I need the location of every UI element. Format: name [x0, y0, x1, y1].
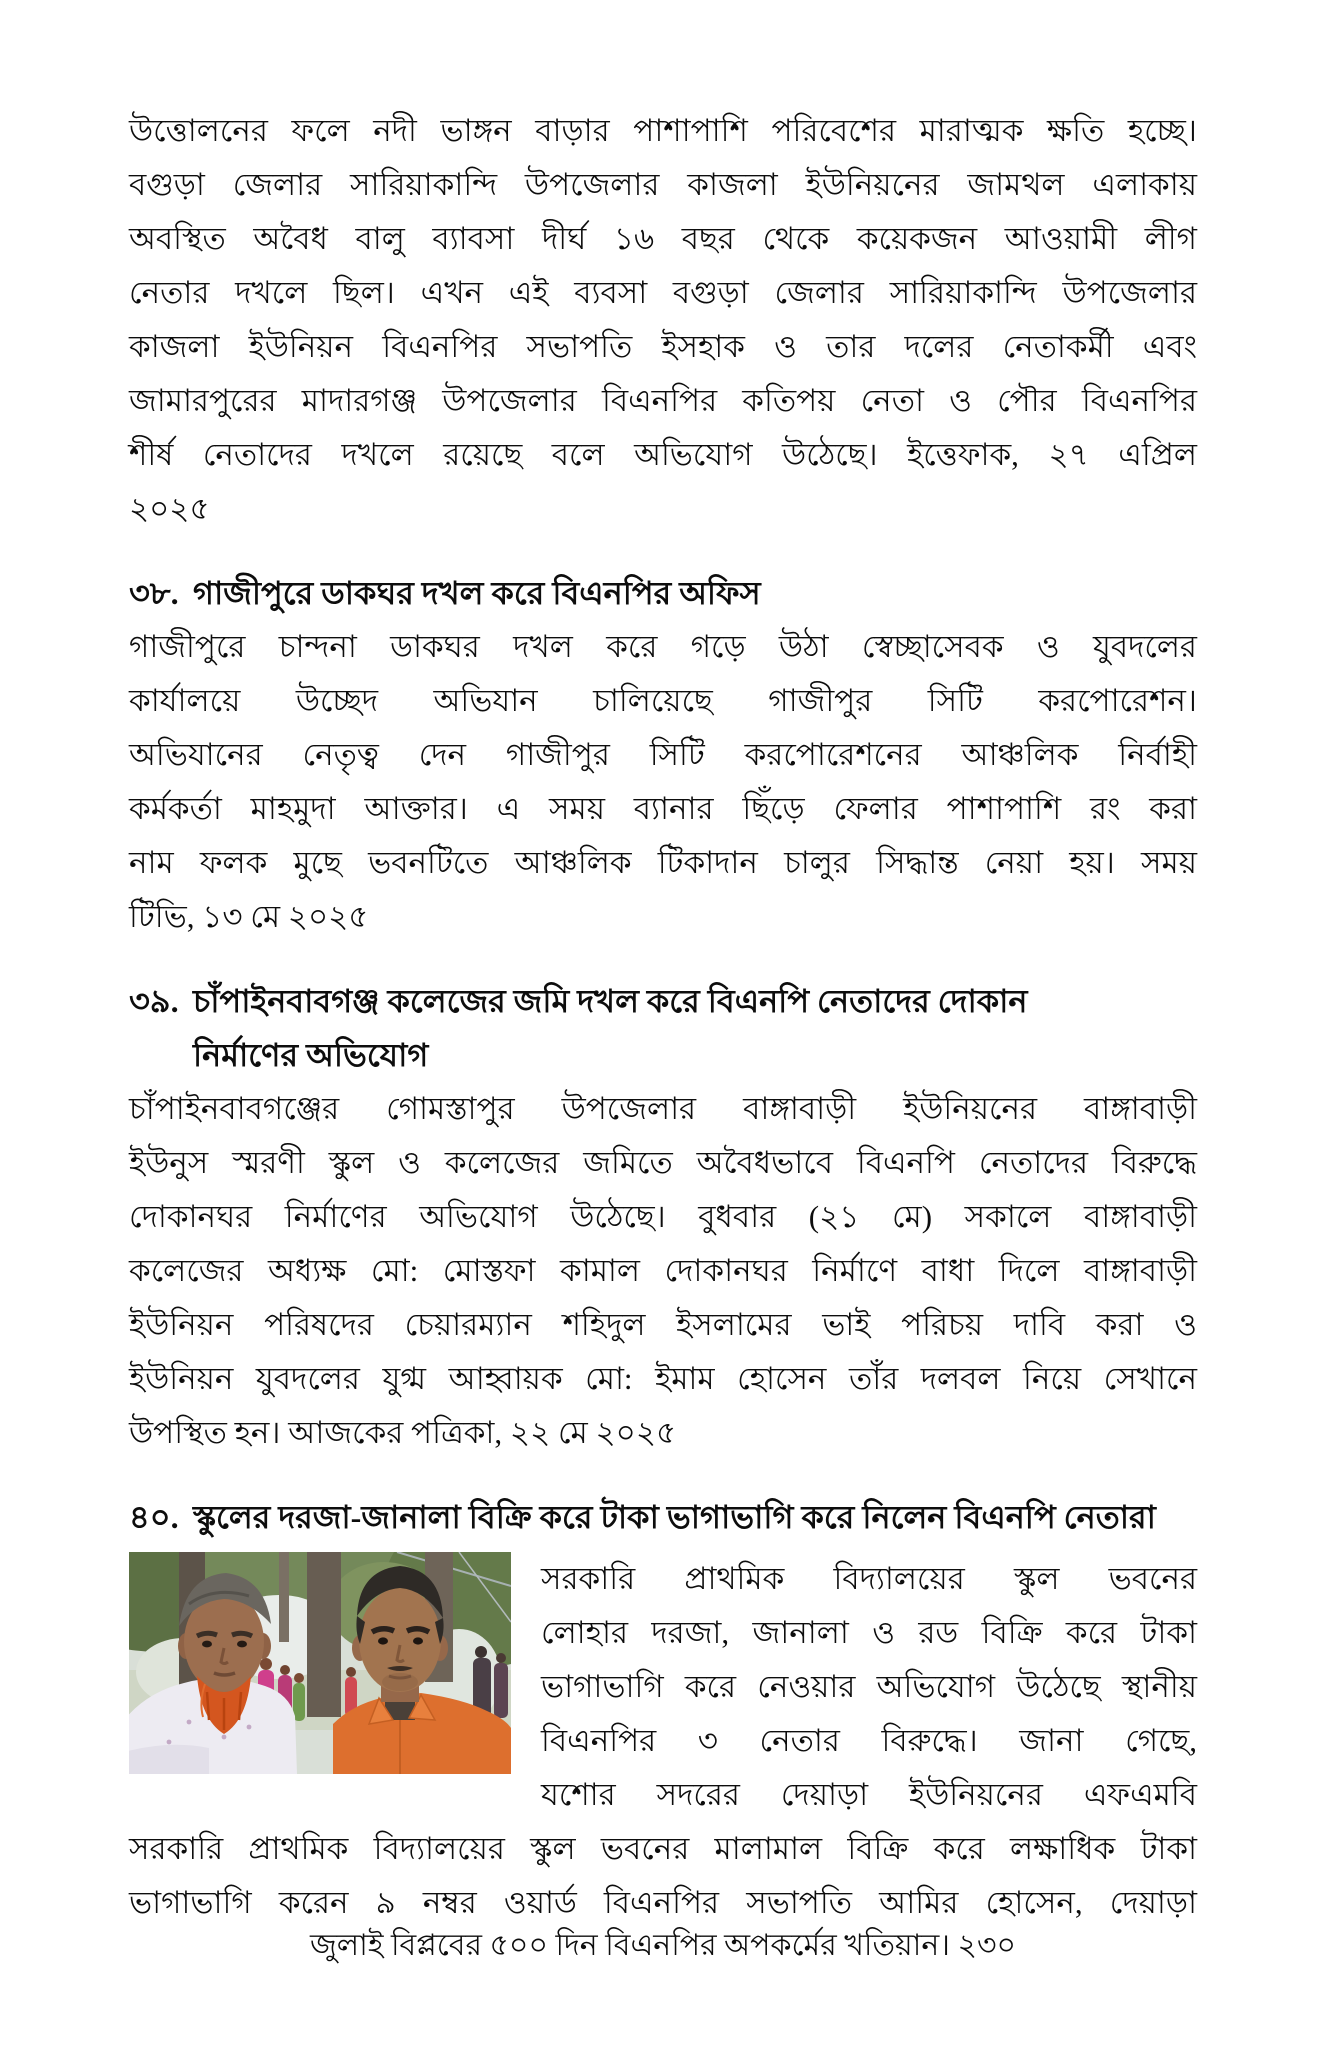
- section-title-line: নির্মাণের অভিযোগ: [193, 1037, 429, 1073]
- body-line: ভাগাভাগি করে নেওয়ার অভিযোগ উঠেছে স্থানীয়: [541, 1669, 1197, 1704]
- body-line: যশোর সদরের দেয়াড়া ইউনিয়নের এফএমবি: [541, 1777, 1197, 1812]
- body-line: ইউনিয়ন পরিষদের চেয়ারম্যান শহিদুল ইসলামের ভাই পরিচয় দাবি করা ও: [129, 1307, 1197, 1342]
- body-line: কলেজের অধ্যক্ষ মো: মোস্তফা কামাল দোকানঘর নির্মাণে বাধা দিলে বাঙ্গাবাড়ী: [129, 1253, 1197, 1288]
- section-40-heading: [129, 1490, 1197, 1544]
- body-line: দোকানঘর নির্মাণের অভিযোগ উঠেছে। বুধবার (২১ মে) সকালে বাঙ্গাবাড়ী: [129, 1199, 1197, 1234]
- two-bnp-leaders-photo-illustration: [129, 1552, 511, 1774]
- section-title: [193, 974, 1197, 1082]
- body-line: শীর্ষ নেতাদের দখলে রয়েছে বলে অভিযোগ উঠেছে। ইত্তেফাক, ২৭ এপ্রিল: [129, 437, 1197, 472]
- section-title-line: চাঁপাইনবাবগঞ্জ কলেজের জমি দখল করে বিএনপি নেতাদের দোকান: [193, 983, 1028, 1019]
- page-footer: [0, 1922, 1326, 1970]
- section-39-paragraph: [129, 1082, 1197, 1460]
- body-line: লোহার দরজা, জানালা ও রড বিক্রি করে টাকা: [541, 1615, 1197, 1650]
- body-line: জামারপুরের মাদারগঞ্জ উপজেলার বিএনপির কতিপয় নেতা ও পৌর বিএনপির: [129, 383, 1197, 418]
- body-line: উত্তোলনের ফলে নদী ভাঙ্গন বাড়ার পাশাপাশি পরিবেশের মারাত্মক ক্ষতি হচ্ছে।: [129, 113, 1197, 148]
- section-number: ৩৯.: [129, 983, 179, 1019]
- section-39-heading: [129, 974, 1197, 1082]
- body-line: কর্মকর্তা মাহমুদা আক্তার। এ সময় ব্যানার ছিঁড়ে ফেলার পাশাপাশি রং করা: [129, 791, 1197, 826]
- body-line: চাঁপাইনবাবগঞ্জের গোমস্তাপুর উপজেলার বাঙ্গাবাড়ী ইউনিয়নের বাঙ্গাবাড়ী: [129, 1091, 1197, 1126]
- intro-paragraph: [129, 104, 1197, 536]
- footer-separator: ।: [939, 1929, 958, 1962]
- body-line: ভাগাভাগি করেন ৯ নম্বর ওয়ার্ড বিএনপির সভাপতি আমির হোসেন, দেয়াড়া: [129, 1885, 1197, 1920]
- section-title: স্কুলের দরজা-জানালা বিক্রি করে টাকা ভাগাভাগি করে নিলেন বিএনপি নেতারা: [193, 1499, 1156, 1535]
- body-line: গাজীপুরে চান্দনা ডাকঘর দখল করে গড়ে উঠা স্বেচ্ছাসেবক ও যুবদলের: [129, 629, 1197, 664]
- body-line: কাজলা ইউনিয়ন বিএনপির সভাপতি ইসহাক ও তার দলের নেতাকর্মী এবং: [129, 329, 1197, 364]
- section-40-media-row: [129, 1552, 1197, 1822]
- body-line: নেতার দখলে ছিল। এখন এই ব্যবসা বগুড়া জেলার সারিয়াকান্দি উপজেলার: [129, 275, 1197, 310]
- body-line: কার্যালয়ে উচ্ছেদ অভিযান চালিয়েছে গাজীপুর সিটি করপোরেশন।: [129, 683, 1197, 718]
- page-content: [129, 104, 1197, 1930]
- section-number: ৪০.: [129, 1499, 179, 1535]
- body-line: উপস্থিত হন। আজকের পত্রিকা, ২২ মে ২০২৫: [129, 1415, 677, 1450]
- body-line: অভিযানের নেতৃত্ব দেন গাজীপুর সিটি করপোরেশনের আঞ্চলিক নির্বাহী: [129, 737, 1197, 772]
- body-line: ২০২৫: [129, 491, 210, 526]
- body-line: ইউনিয়ন যুবদলের যুগ্ম আহ্বায়ক মো: ইমাম হোসেন তাঁর দলবল নিয়ে সেখানে: [129, 1361, 1197, 1396]
- body-line: সরকারি প্রাথমিক বিদ্যালয়ের স্কুল ভবনের মালামাল বিক্রি করে লক্ষাধিক টাকা: [129, 1831, 1197, 1866]
- body-line: ইউনুস স্মরণী স্কুল ও কলেজের জমিতে অবৈধভাবে বিএনপি নেতাদের বিরুদ্ধে: [129, 1145, 1197, 1180]
- section-title: গাজীপুরে ডাকঘর দখল করে বিএনপির অফিস: [193, 575, 761, 611]
- body-line: নাম ফলক মুছে ভবনটিতে আঞ্চলিক টিকাদান চালুর সিদ্ধান্ত নেয়া হয়। সময়: [129, 845, 1197, 880]
- body-line: বিএনপির ৩ নেতার বিরুদ্ধে। জানা গেছে,: [541, 1723, 1197, 1758]
- news-photo: [129, 1552, 511, 1774]
- body-line: বগুড়া জেলার সারিয়াকান্দি উপজেলার কাজলা ইউনিয়নের জামথল এলাকায়: [129, 167, 1197, 202]
- footer-book-title: জুলাই বিপ্লবের ৫০০ দিন বিএনপির অপকর্মের খতিয়ান: [309, 1929, 940, 1962]
- section-38-heading: [129, 566, 1197, 620]
- section-number: ৩৮.: [129, 575, 179, 611]
- body-line: সরকারি প্রাথমিক বিদ্যালয়ের স্কুল ভবনের: [541, 1561, 1197, 1596]
- page-number: ২৩০: [957, 1929, 1017, 1962]
- section-40-paragraph-beside-photo: [541, 1552, 1197, 1822]
- section-40-paragraph-full-width: [129, 1822, 1197, 1930]
- body-line: অবস্থিত অবৈধ বালু ব্যাবসা দীর্ঘ ১৬ বছর থেকে কয়েকজন আওয়ামী লীগ: [129, 221, 1197, 256]
- section-38-paragraph: [129, 620, 1197, 944]
- body-line: টিভি, ১৩ মে ২০২৫: [129, 899, 369, 934]
